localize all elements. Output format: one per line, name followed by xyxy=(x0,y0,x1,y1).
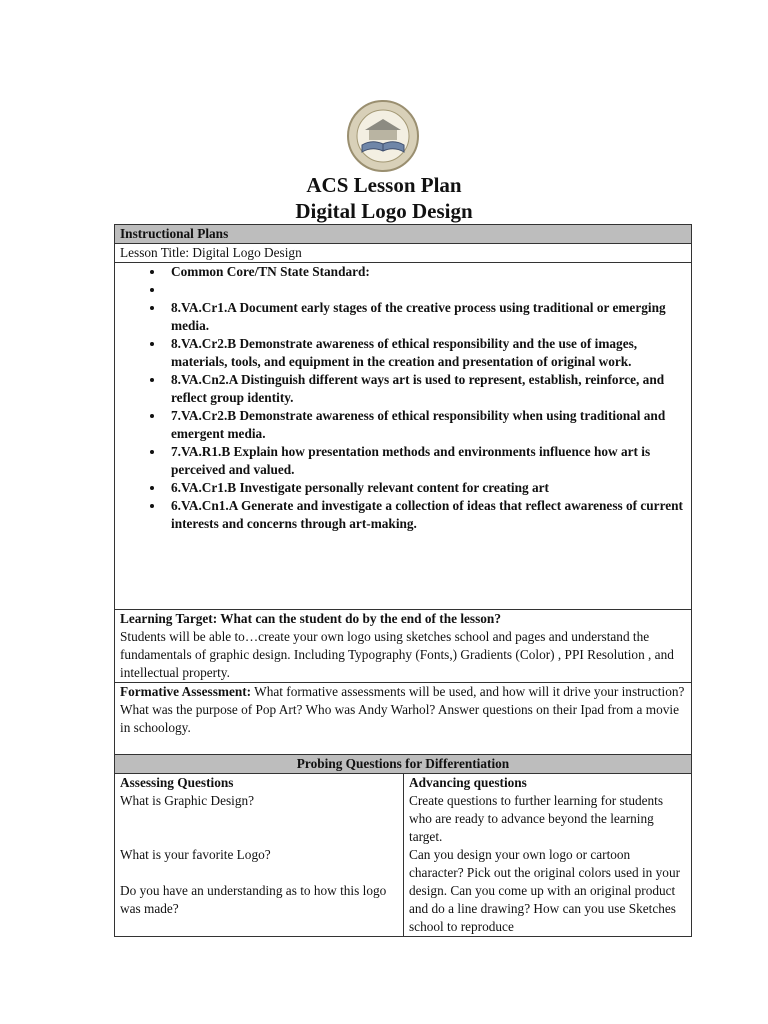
assessing-question: What is Graphic Design? xyxy=(120,793,255,808)
section-header: Instructional Plans xyxy=(115,225,692,244)
standard-item: • 8.VA.Cn2.A Distinguish different ways art is used to represent, establish, reinforce, and reflect group identity. xyxy=(165,371,686,407)
formative-assessment-text: What formative assessments will be used, and how will it drive your instruction? What was the purpose of Pop Art? Who was Andy Warhol? Answer questions on their Ipad from a movie in schoology. xyxy=(120,684,685,735)
standard-item: • 6.VA.Cn1.A Generate and investigate a collection of ideas that reflect awareness of current interests and concerns through art-making. xyxy=(165,497,686,533)
document-title: ACS Lesson Plan xyxy=(306,173,462,197)
assessing-question: Do you have an understanding as to how this logo was made? xyxy=(120,883,387,916)
assessing-questions-cell xyxy=(115,774,404,937)
learning-target-cell xyxy=(115,610,692,683)
advancing-heading: Advancing questions xyxy=(409,775,527,790)
section-header-row xyxy=(115,225,692,244)
advancing-questions-cell xyxy=(404,774,692,937)
document-subtitle: Digital Logo Design xyxy=(295,199,473,223)
questions-row xyxy=(115,774,692,937)
standard-item: • 7.VA.Cr2.B Demonstrate awareness of ethical responsibility when using traditional and emergent media. xyxy=(165,407,686,443)
standard-item xyxy=(165,281,686,299)
probing-header-row xyxy=(115,755,692,774)
standard-item: • 6.VA.Cr1.B Investigate personally relevant content for creating art xyxy=(165,479,686,497)
standard-item: • 8.VA.Cr1.A Document early stages of the creative process using traditional or emerging media. xyxy=(165,299,686,335)
learning-target-row xyxy=(115,610,692,683)
advancing-text: Can you design your own logo or cartoon character? Pick out the original colors used in your design. Can you come up with an original product and do a line drawing? How can you use Sketches school to reproduce xyxy=(409,847,681,934)
school-seal-logo xyxy=(346,99,420,173)
assessing-heading: Assessing Questions xyxy=(120,775,234,790)
formative-assessment-label: Formative Assessment: xyxy=(120,684,252,699)
formative-assessment-row xyxy=(115,683,692,755)
learning-target-text: Students will be able to…create your own logo using sketches school and pages and understand the fundamentals of graphic design. Including Typography (Fonts,) Gradients (Color) , PPI Resolution , and intellectual property. xyxy=(120,629,674,680)
standards-row xyxy=(115,263,692,610)
advancing-intro: Create questions to further learning for students who are ready to advance beyond the learning target. xyxy=(409,793,664,844)
probing-header: Probing Questions for Differentiation xyxy=(115,755,692,774)
formative-assessment-cell xyxy=(115,683,692,755)
learning-target-label: Learning Target: What can the student do by the end of the lesson? xyxy=(120,611,501,626)
lesson-title: Lesson Title: Digital Logo Design xyxy=(115,244,692,263)
standard-item: • 7.VA.R1.B Explain how presentation methods and environments influence how art is perceived and valued. xyxy=(165,443,686,479)
standard-item: • 8.VA.Cr2.B Demonstrate awareness of ethical responsibility and the use of images, materials, tools, and equipment in the creation and presentation of original work. xyxy=(165,335,686,371)
lesson-plan-table xyxy=(114,224,692,937)
lesson-title-row xyxy=(115,244,692,263)
standards-list xyxy=(120,263,686,533)
standards-cell xyxy=(115,263,692,610)
assessing-question: What is your favorite Logo? xyxy=(120,847,271,862)
standard-item: • Common Core/TN State Standard: xyxy=(165,263,686,281)
